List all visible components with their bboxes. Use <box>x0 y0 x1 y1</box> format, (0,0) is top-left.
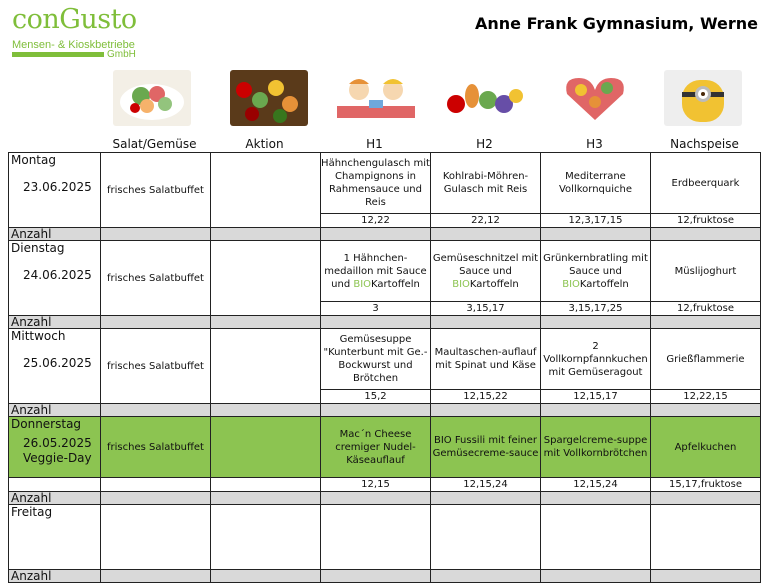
empty-cell <box>541 505 651 570</box>
dessert-cell: Grießflammerie <box>651 329 761 390</box>
anzahl-input[interactable] <box>321 492 431 505</box>
aktion-cell <box>211 417 321 478</box>
dessert-cell: Apfelkuchen <box>651 417 761 478</box>
empty-cell <box>101 478 211 492</box>
salat-cell: frisches Salatbuffet <box>101 241 211 316</box>
h3-codes: 12,3,17,15 <box>541 214 651 228</box>
anzahl-input[interactable] <box>101 404 211 417</box>
h2-cell <box>431 241 541 302</box>
aktion-cell <box>211 153 321 228</box>
anzahl-input[interactable] <box>211 492 321 505</box>
salat-cell: frisches Salatbuffet <box>101 329 211 404</box>
codes-row <box>9 478 761 492</box>
salad-photo <box>113 70 191 126</box>
h2-codes: 12,15,24 <box>431 478 541 492</box>
logo-name: conGusto <box>12 4 137 35</box>
day-cell <box>9 241 101 316</box>
h1-text-end: Kartoffeln <box>371 278 420 290</box>
empty-cell <box>101 505 211 570</box>
h1-codes: 15,2 <box>321 390 431 404</box>
anzahl-label: Anzahl <box>9 404 101 417</box>
anzahl-input[interactable] <box>651 228 761 241</box>
anzahl-row <box>9 404 761 417</box>
h1-cell <box>321 241 431 302</box>
dessert-codes: 12,fruktose <box>651 302 761 316</box>
anzahl-input[interactable] <box>101 570 211 583</box>
anzahl-input[interactable] <box>431 570 541 583</box>
anzahl-input[interactable] <box>211 228 321 241</box>
h1-codes: 12,22 <box>321 214 431 228</box>
h3-cell: Spargelcreme-suppe mit Vollkornbrötchen <box>541 417 651 478</box>
h1-cell: Mac´n Cheese cremiger Nudel-Käseauflauf <box>321 417 431 478</box>
fruit-heart-photo <box>555 70 635 126</box>
anzahl-row <box>9 316 761 329</box>
h3-text: Grünkernbratling mit Sauce und <box>543 252 648 277</box>
anzahl-input[interactable] <box>101 316 211 329</box>
anzahl-input[interactable] <box>211 570 321 583</box>
h2-cell: Kohlrabi-Möhren-Gulasch mit Reis <box>431 153 541 214</box>
h1-codes: 3 <box>321 302 431 316</box>
dessert-codes: 12,22,15 <box>651 390 761 404</box>
anzahl-input[interactable] <box>541 404 651 417</box>
anzahl-input[interactable] <box>321 228 431 241</box>
h1-text: 1 Hähnchen-medaillon mit Sauce und <box>324 252 427 290</box>
day-row-montag <box>9 153 761 214</box>
day-date: 24.06.2025 <box>23 268 92 282</box>
anzahl-input[interactable] <box>541 570 651 583</box>
anzahl-input[interactable] <box>211 316 321 329</box>
bio-label: BIO <box>562 278 580 290</box>
h1-cell: Hähnchengulasch mit Champignons in Rahmensauce und Reis <box>321 153 431 214</box>
anzahl-input[interactable] <box>101 492 211 505</box>
anzahl-input[interactable] <box>651 316 761 329</box>
day-cell <box>9 329 101 404</box>
h3-text-end: Kartoffeln <box>579 278 629 290</box>
day-row-donnerstag <box>9 417 761 478</box>
col-header-h2: H2 <box>476 137 493 151</box>
anzahl-input[interactable] <box>651 492 761 505</box>
meal-plan-table <box>8 152 761 583</box>
aktion-cell <box>211 329 321 404</box>
anzahl-input[interactable] <box>431 228 541 241</box>
h1-cell: Gemüsesuppe "Kunterbunt mit Ge.-Bockwurst und Brötchen <box>321 329 431 390</box>
h2-cell: BIO Fussili mit feiner Gemüsecreme-sauce <box>431 417 541 478</box>
h3-codes: 12,15,17 <box>541 390 651 404</box>
dessert-cell: Erdbeerquark <box>651 153 761 214</box>
day-name: Donnerstag <box>11 417 82 431</box>
anzahl-label: Anzahl <box>9 492 101 505</box>
fruit-skewers-photo <box>230 70 308 126</box>
day-cell <box>9 417 101 478</box>
day-cell <box>9 505 101 570</box>
logo-gmbh: GmbH <box>107 49 136 60</box>
day-name: Mittwoch <box>11 329 66 343</box>
anzahl-label: Anzahl <box>9 316 101 329</box>
col-header-salat: Salat/Gemüse <box>112 137 197 151</box>
logo-subtitle: Mensen- & Kioskbetriebe <box>12 39 135 51</box>
col-header-aktion: Aktion <box>245 137 284 151</box>
empty-cell <box>9 478 101 492</box>
empty-cell <box>211 505 321 570</box>
col-header-h1: H1 <box>366 137 383 151</box>
day-name: Freitag <box>11 505 53 519</box>
h3-cell <box>541 241 651 302</box>
day-row-mittwoch <box>9 329 761 390</box>
anzahl-input[interactable] <box>541 316 651 329</box>
h2-text: Gemüseschnitzel mit Sauce und <box>432 252 539 277</box>
veggie-day-label: Veggie-Day <box>23 451 92 465</box>
col-header-h3: H3 <box>586 137 603 151</box>
anzahl-input[interactable] <box>541 492 651 505</box>
anzahl-row <box>9 570 761 583</box>
anzahl-row <box>9 492 761 505</box>
day-row-dienstag <box>9 241 761 302</box>
h2-text-end: Kartoffeln <box>469 278 519 290</box>
anzahl-input[interactable] <box>321 316 431 329</box>
kids-eating-illustration <box>333 70 419 126</box>
h2-codes: 12,15,22 <box>431 390 541 404</box>
h3-cell: 2 Vollkornpfannkuchen mit Gemüseragout <box>541 329 651 390</box>
h3-codes: 3,15,17,25 <box>541 302 651 316</box>
anzahl-input[interactable] <box>321 570 431 583</box>
empty-cell <box>211 478 321 492</box>
anzahl-input[interactable] <box>321 404 431 417</box>
h1-codes: 12,15 <box>321 478 431 492</box>
h2-codes: 22,12 <box>431 214 541 228</box>
empty-cell <box>321 505 431 570</box>
anzahl-input[interactable] <box>651 570 761 583</box>
day-row-freitag <box>9 505 761 570</box>
col-header-nachspeise: Nachspeise <box>670 137 739 151</box>
anzahl-input[interactable] <box>431 404 541 417</box>
logo-bar <box>12 52 104 57</box>
h3-cell: Mediterrane Vollkornquiche <box>541 153 651 214</box>
anzahl-input[interactable] <box>101 228 211 241</box>
dessert-cell: Müslijoghurt <box>651 241 761 302</box>
anzahl-input[interactable] <box>651 404 761 417</box>
aktion-cell <box>211 241 321 316</box>
day-date: 23.06.2025 <box>23 180 92 194</box>
anzahl-input[interactable] <box>541 228 651 241</box>
anzahl-label: Anzahl <box>9 570 101 583</box>
anzahl-row <box>9 228 761 241</box>
anzahl-label: Anzahl <box>9 228 101 241</box>
salat-cell: frisches Salatbuffet <box>101 153 211 228</box>
bio-label: BIO <box>452 278 470 290</box>
day-name: Montag <box>11 153 56 167</box>
h2-codes: 3,15,17 <box>431 302 541 316</box>
dessert-codes: 15,17,fruktose <box>651 478 761 492</box>
salat-cell: frisches Salatbuffet <box>101 417 211 478</box>
anzahl-input[interactable] <box>431 316 541 329</box>
anzahl-input[interactable] <box>431 492 541 505</box>
empty-cell <box>431 505 541 570</box>
school-title: Anne Frank Gymnasium, Werne <box>475 14 758 33</box>
day-name: Dienstag <box>11 241 65 255</box>
day-cell <box>9 153 101 228</box>
anzahl-input[interactable] <box>211 404 321 417</box>
dessert-codes: 12,fruktose <box>651 214 761 228</box>
empty-cell <box>651 505 761 570</box>
h2-cell: Maultaschen-auflauf mit Spinat und Käse <box>431 329 541 390</box>
minion-cake-photo <box>664 70 742 126</box>
day-date: 25.06.2025 <box>23 356 92 370</box>
bio-label: BIO <box>353 278 372 290</box>
h3-codes: 12,15,24 <box>541 478 651 492</box>
vegetables-illustration <box>442 70 526 126</box>
day-date: 26.05.2025 <box>23 436 92 450</box>
